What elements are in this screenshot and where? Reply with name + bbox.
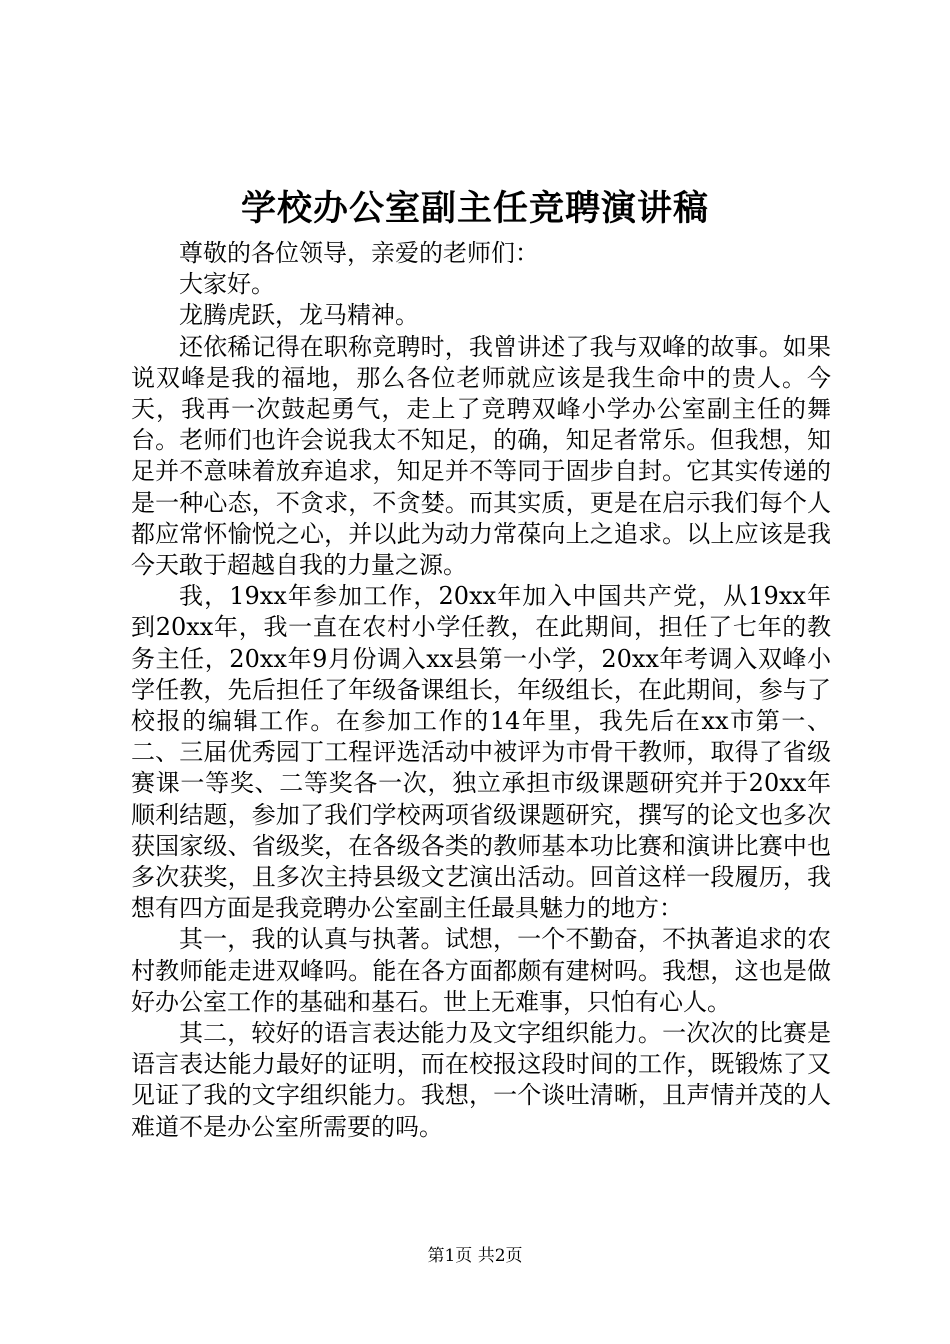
paragraph-salutation: 尊敬的各位领导，亲爱的老师们： [179,239,539,267]
paragraph-motto: 龙腾虎跃，龙马精神。 [179,301,419,330]
paragraph-experience: 我，19xx年参加工作，20xx年加入中国共产党，从19xx年到20xx年，我一直在农村小学任教，在此期间，担任了七年的教务主任，20xx年9月份调入xx县第一小学，20xx年考调入双峰小学任教，先后担任了年级备课组长，年级组长，在此期间，参与了校报的编辑工作。在参加工作的14年里，我先后在xx市第一、二、三届优秀园丁工程评选活动中被评为市骨干教师，取得了省级赛课一等奖、二等奖各一次，独立承担市级课题研究并于20xx年顺利结题，参加了我们学校两项省级课题研究，撰写的论文也多次获国家级、省级奖，在各级各类的教师基本功比赛和演讲比赛中也多次获奖，且多次主持县级文艺演出活动。回首这样一段履历，我想有四方面是我竞聘办公室副主任最具魅力的地方： [131,582,831,923]
page-footer: 第1页 共2页 [427,1246,523,1266]
paragraph-point-two: 其二，较好的语言表达能力及文字组织能力。一次次的比赛是语言表达能力最好的证明，而在校报这段时间的工作，既锻炼了又见证了我的文字组织能力。我想，一个谈吐清晰，且声情并茂的人难道不是办公室所需要的吗。 [131,1019,831,1141]
paragraph-point-one: 其一，我的认真与执著。试想，一个不勤奋，不执著追求的农村教师能走进双峰吗。能在各方面都颇有建树吗。我想，这也是做好办公室工作的基础和基石。世上无难事，只怕有心人。 [131,925,831,1016]
paragraph-greeting: 大家好。 [179,270,275,299]
paragraph-introduction: 还依稀记得在职称竞聘时，我曾讲述了我与双峰的故事。如果说双峰是我的福地，那么各位老师就应该是我生命中的贵人。今天，我再一次鼓起勇气，走上了竞聘双峰小学办公室副主任的舞台。老师们也许会说我太不知足，的确，知足者常乐。但我想，知足并不意味着放弃追求，知足并不等同于固步自封。它其实传递的是一种心态，不贪求，不贪婪。而其实质，更是在启示我们每个人都应常怀愉悦之心，并以此为动力常葆向上之追求。以上应该是我今天敢于超越自我的力量之源。 [131,332,831,580]
document-title: 学校办公室副主任竞聘演讲稿 [240,188,709,229]
document-body [131,238,831,1143]
